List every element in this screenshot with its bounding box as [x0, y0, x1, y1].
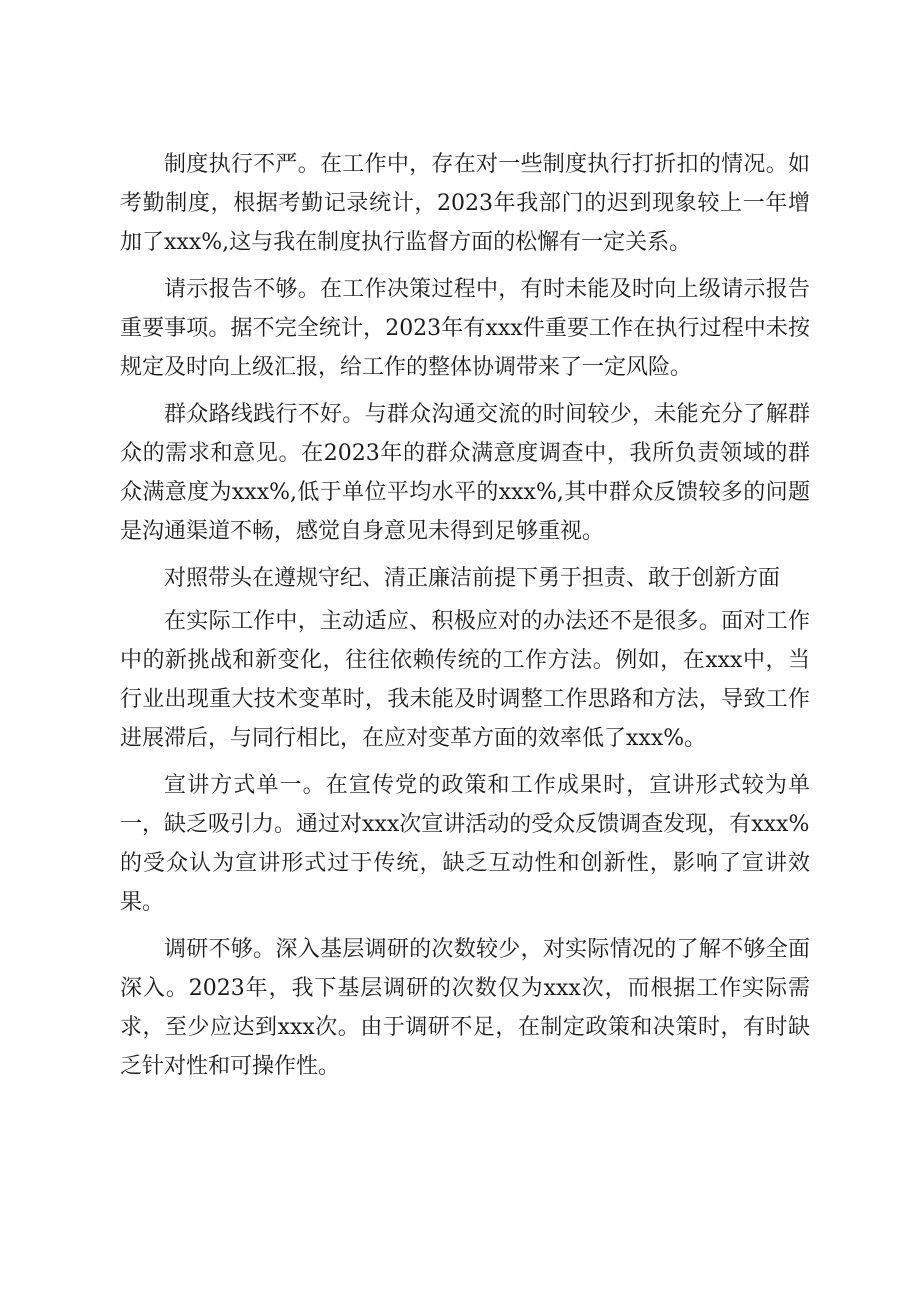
paragraph-publicity-method: 宣讲方式单一。在宣传党的政策和工作成果时，宣讲形式较为单一，缺乏吸引力。通过对xxx次宣讲活动的受众反馈调查发现，有xxx% 的受众认为宣讲形式过于传统，缺乏互动性和创新性，影响了宣讲效果。: [120, 773, 810, 915]
paragraph-innovation: 在实际工作中，主动适应、积极应对的办法还不是很多。面对工作中的新挑战和新变化，往往依赖传统的工作方法。例如，在xxx中，当行业出现重大技术变革时，我未能及时调整工作思路和方法，导致工作进展滞后，与同行相比，在应对变革方面的效率低了xxx%。: [120, 609, 810, 751]
document-body: [120, 145, 810, 1094]
paragraph-mass-line: 群众路线践行不好。与群众沟通交流的时间较少，未能充分了解群众的需求和意见。在2023年的群众满意度调查中，我所负责领域的群众满意度为xxx%,低于单位平均水平的xxx%,其中群众反馈较多的问题是沟通渠道不畅，感觉自身意见未得到足够重视。: [120, 402, 810, 544]
paragraph-system-enforcement: 制度执行不严。在工作中，存在对一些制度执行打折扣的情况。如考勤制度，根据考勤记录统计，2023年我部门的迟到现象较上一年增加了xxx%,这与我在制度执行监督方面的松懈有一定关系。: [120, 152, 810, 255]
paragraph-reporting: 请示报告不够。在工作决策过程中，有时未能及时向上级请示报告重要事项。据不完全统计，2023年有xxx件重要工作在执行过程中未按规定及时向上级汇报，给工作的整体协调带来了一定风险。: [120, 277, 810, 380]
paragraph-section-heading: 对照带头在遵规守纪、清正廉洁前提下勇于担责、敢于创新方面: [164, 566, 781, 591]
paragraph-research: 调研不够。深入基层调研的次数较少，对实际情况的了解不够全面深入。2023年，我下基层调研的次数仅为xxx次，而根据工作实际需求，至少应达到xxx次。由于调研不足，在制定政策和决策时，有时缺乏针对性和可操作性。: [120, 937, 810, 1079]
